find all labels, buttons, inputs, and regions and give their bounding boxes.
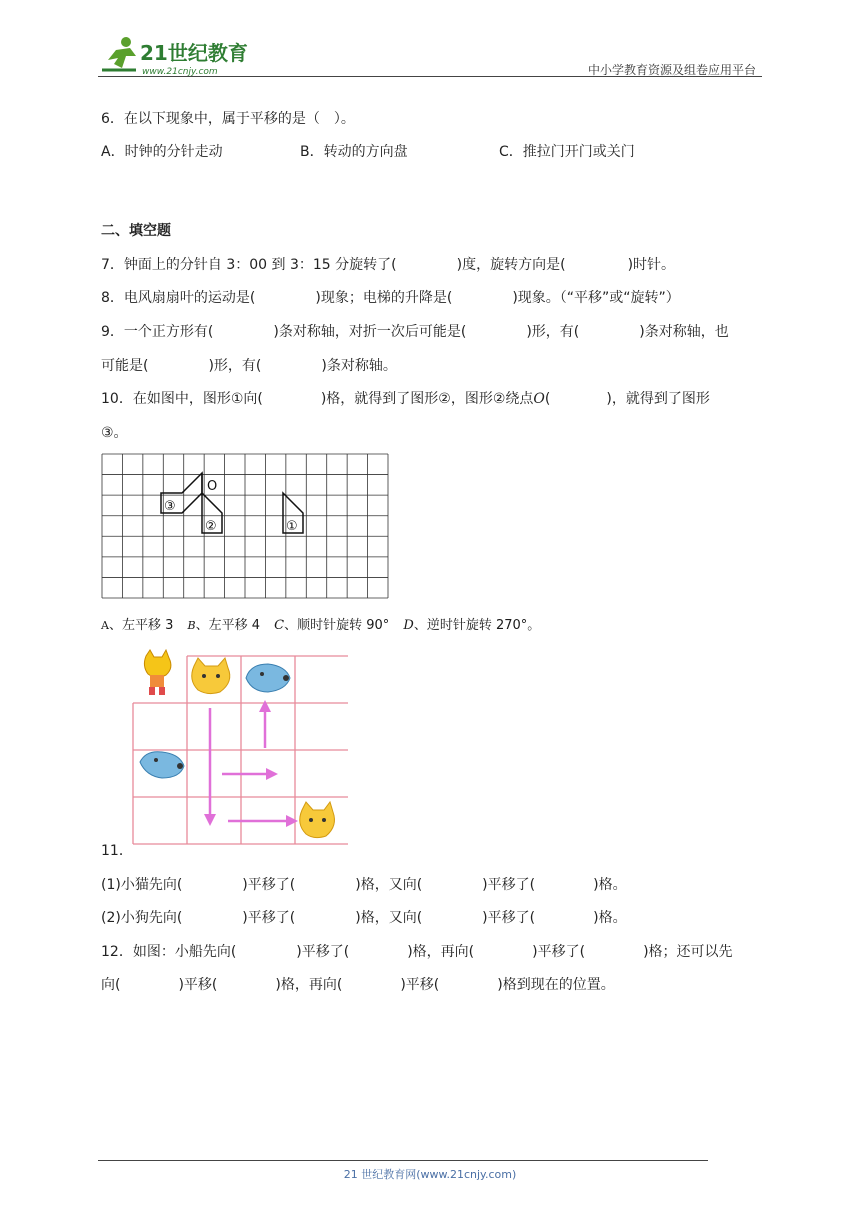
cat-face-icon: [192, 658, 230, 694]
header-platform-text: 中小学教育资源及组卷应用平台: [587, 63, 756, 77]
q11-grid-figure: [128, 648, 348, 848]
q10-options: A、左平移 3 B、左平移 4 C、顺时针旋转 90° D、逆时针旋转 270°。: [101, 618, 541, 633]
q7-line: 7．钟面上的分针自 3：00 到 3：15 分旋转了( )度，旋转方向是( )时针。: [101, 257, 676, 273]
q9-line-1: 9．一个正方形有( )条对称轴，对折一次后可能是( )形，有( )条对称轴，也: [101, 324, 729, 340]
runner-icon: [102, 37, 136, 70]
logo-url: www.21cnjy.com: [142, 67, 218, 77]
q10-grid-figure: [101, 453, 389, 599]
q6-option-c: C．推拉门开门或关门: [499, 144, 635, 160]
shape-3-label: ③: [164, 499, 176, 514]
dog-face-icon-2: [140, 752, 184, 778]
footer-link[interactable]: 21 世纪教育网(www.21cnjy.com): [343, 1168, 517, 1181]
q6-stem: 6．在以下现象中，属于平移的是（ ）。: [101, 111, 355, 127]
q11-line-2: (2)小狗先向( )平移了( )格，又向( )平移了( )格。: [101, 910, 627, 926]
q10-line-2: ③。: [101, 425, 128, 441]
shape-2-label: ②: [205, 519, 217, 534]
q10-line-1: 10．在如图中，图形①向( )格，就得到了图形②，图形②绕点O( )，就得到了图形: [101, 391, 710, 407]
q12-line-1: 12．如图：小船先向( )平移了( )格，再向( )平移了( )格；还可以先: [101, 944, 733, 960]
point-o-label: O: [207, 479, 218, 494]
grid-lines: [102, 454, 388, 598]
logo-text: 21世纪教育: [140, 41, 248, 65]
q11-number: 11．: [101, 843, 133, 859]
header-rule: [98, 76, 762, 77]
q8-line: 8．电风扇扇叶的运动是( )现象；电梯的升降是( )现象。（“平移”或“旋转”）: [101, 290, 680, 306]
section-title: 二、填空题: [101, 223, 171, 239]
q6-option-b: B．转动的方向盘: [300, 144, 408, 160]
dog-face-icon: [246, 664, 290, 692]
q6-option-a: A．时钟的分针走动: [101, 144, 223, 160]
q12-line-2: 向( )平移( )格，再向( )平移( )格到现在的位置。: [101, 977, 615, 993]
cat-standing-icon: [144, 650, 171, 695]
cat-face-icon-2: [300, 802, 335, 838]
move-arrows: [204, 700, 298, 827]
q9-line-2: 可能是( )形，有( )条对称轴。: [101, 358, 397, 374]
footer-rule: [98, 1160, 708, 1161]
site-logo: [96, 34, 266, 78]
shape-1-label: ①: [286, 519, 298, 534]
q11-line-1: (1)小猫先向( )平移了( )格，又向( )平移了( )格。: [101, 877, 627, 893]
